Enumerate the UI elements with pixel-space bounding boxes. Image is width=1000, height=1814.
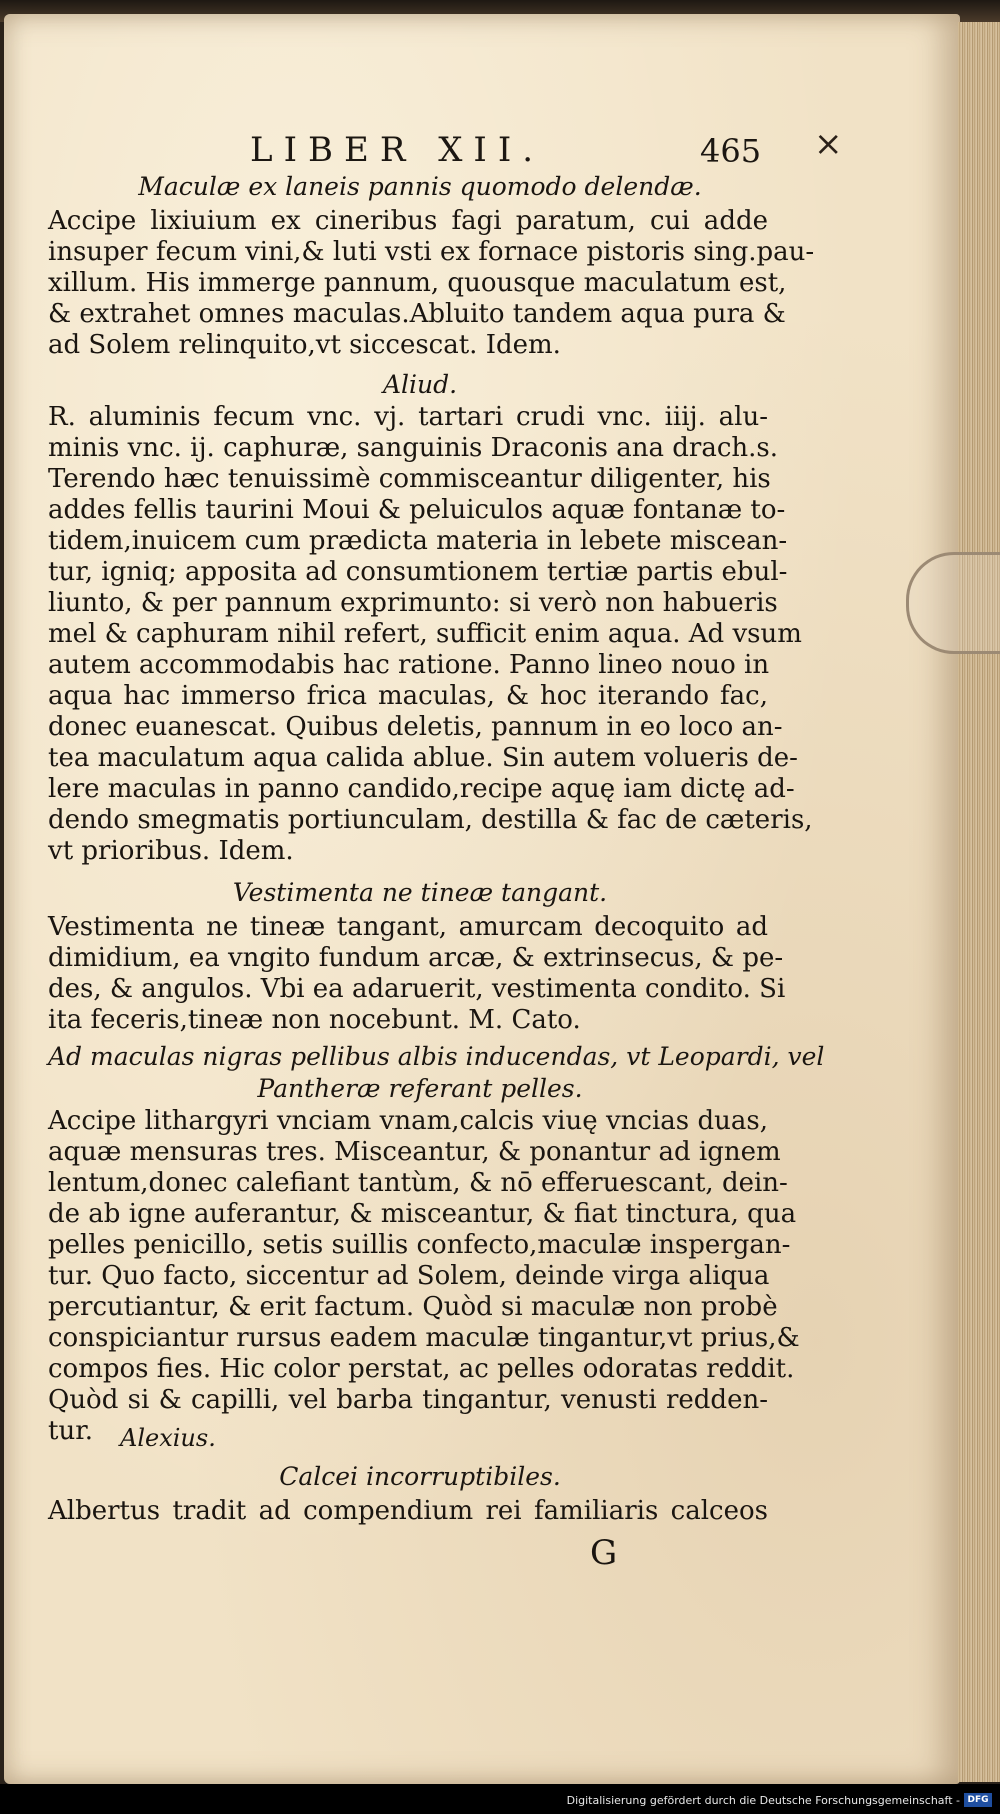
- signature-mark: G: [590, 1533, 618, 1573]
- text-line: donec euanescat. Quibus deletis, pannum in eo loco an-: [48, 712, 783, 742]
- page-number: 465: [700, 132, 762, 170]
- section-heading: Ad maculas nigras pellibus albis inducendas, vt Leopardi, vel: [48, 1042, 825, 1071]
- text-line: Albertus tradit ad compendium rei familiaris calceos: [48, 1496, 768, 1526]
- text-line: Terendo hæc tenuissimè commisceantur diligenter, his: [48, 464, 771, 494]
- text-line: conspiciantur rursus eadem maculæ tingantur,vt prius,&: [48, 1323, 800, 1353]
- text-line: mel & caphuram nihil refert, sufficit enim aqua. Ad vsum: [48, 619, 802, 649]
- running-title: LIBER XII.: [250, 130, 545, 170]
- text-line: tea maculatum aqua calida ablue. Sin autem volueris de-: [48, 743, 798, 773]
- text-line: xillum. His immerge pannum, quousque maculatum est,: [48, 268, 787, 298]
- text-line: liunto, & per pannum exprimunto: si verò non habueris: [48, 588, 778, 618]
- text-line: R. aluminis fecum vnc. vj. tartari crudi vnc. iiij. alu-: [48, 402, 768, 432]
- section-heading: Aliud.: [382, 370, 458, 399]
- text-line: vt prioribus. Idem.: [48, 836, 294, 866]
- text-line: minis vnc. ij. caphuræ, sanguinis Draconis ana drach.s.: [48, 433, 779, 463]
- section-heading-continued: Pantheræ referant pelles.: [257, 1074, 583, 1103]
- text-line: Accipe lixiuium ex cineribus fagi paratum, cui adde: [48, 206, 768, 236]
- text-line: tur, igniq; apposita ad consumtionem tertiæ partis ebul-: [48, 557, 788, 587]
- text-line: dimidium, ea vngito fundum arcæ, & extrinsecus, & pe-: [48, 943, 784, 973]
- text-line: compos fies. Hic color perstat, ac pelles odoratas reddit.: [48, 1354, 795, 1384]
- text-line: des, & angulos. Vbi ea adaruerit, vestimenta condito. Si: [48, 974, 786, 1004]
- section-heading: Vestimenta ne tineæ tangant.: [232, 878, 608, 907]
- text-line: Accipe lithargyri vnciam vnam,calcis viuę vncias duas,: [48, 1106, 768, 1136]
- text-line: aqua hac immerso frica maculas, & hoc iterando fac,: [48, 681, 768, 711]
- digitization-note: Digitalisierung gefördert durch die Deutsche Forschungsgemeinschaft -: [566, 1794, 960, 1807]
- section-heading: Maculæ ex laneis pannis quomodo delendæ.: [138, 172, 702, 201]
- text-line: autem accommodabis hac ratione. Panno lineo nouo in: [48, 650, 770, 680]
- text-line: ita feceris,tineæ non nocebunt. M. Cato.: [48, 1005, 581, 1035]
- author-signature: Alexius.: [120, 1424, 216, 1452]
- margin-mark: ×: [814, 124, 843, 164]
- text-line: lere maculas in panno candido,recipe aquę iam dictę ad-: [48, 774, 795, 804]
- section-heading: Calcei incorruptibiles.: [279, 1462, 561, 1491]
- text-line: tur. Quo facto, siccentur ad Solem, deinde virga aliqua: [48, 1261, 770, 1291]
- text-line: Vestimenta ne tineæ tangant, amurcam decoquito ad: [48, 912, 768, 942]
- text-line: dendo smegmatis portiunculam, destilla & fac de cæteris,: [48, 805, 813, 835]
- text-line: pelles penicillo, setis suillis confecto,maculæ inspergan-: [48, 1230, 791, 1260]
- text-line: & extrahet omnes maculas.Abluito tandem aqua pura &: [48, 299, 786, 329]
- text-line: de ab igne auferantur, & misceantur, & fiat tinctura, qua: [48, 1199, 797, 1229]
- text-line: aquæ mensuras tres. Misceantur, & ponantur ad ignem: [48, 1137, 781, 1167]
- dfg-logo: DFG: [964, 1793, 992, 1807]
- text-line: addes fellis taurini Moui & peluiculos aquæ fontanæ to-: [48, 495, 786, 525]
- text-line: Quòd si & capilli, vel barba tingantur, venusti redden-: [48, 1385, 768, 1415]
- text-line: percutiantur, & erit factum. Quòd si maculæ non probè: [48, 1292, 778, 1322]
- text-line: lentum,donec calefiant tantùm, & nō efferuescant, dein-: [48, 1168, 788, 1198]
- text-line: tidem,inuicem cum prædicta materia in lebete miscean-: [48, 526, 788, 556]
- text-line: ad Solem relinquito,vt siccescat. Idem.: [48, 330, 561, 360]
- text-line: tur.: [48, 1416, 94, 1446]
- text-line: insuper fecum vini,& luti vsti ex fornace pistoris sing.pau-: [48, 237, 815, 267]
